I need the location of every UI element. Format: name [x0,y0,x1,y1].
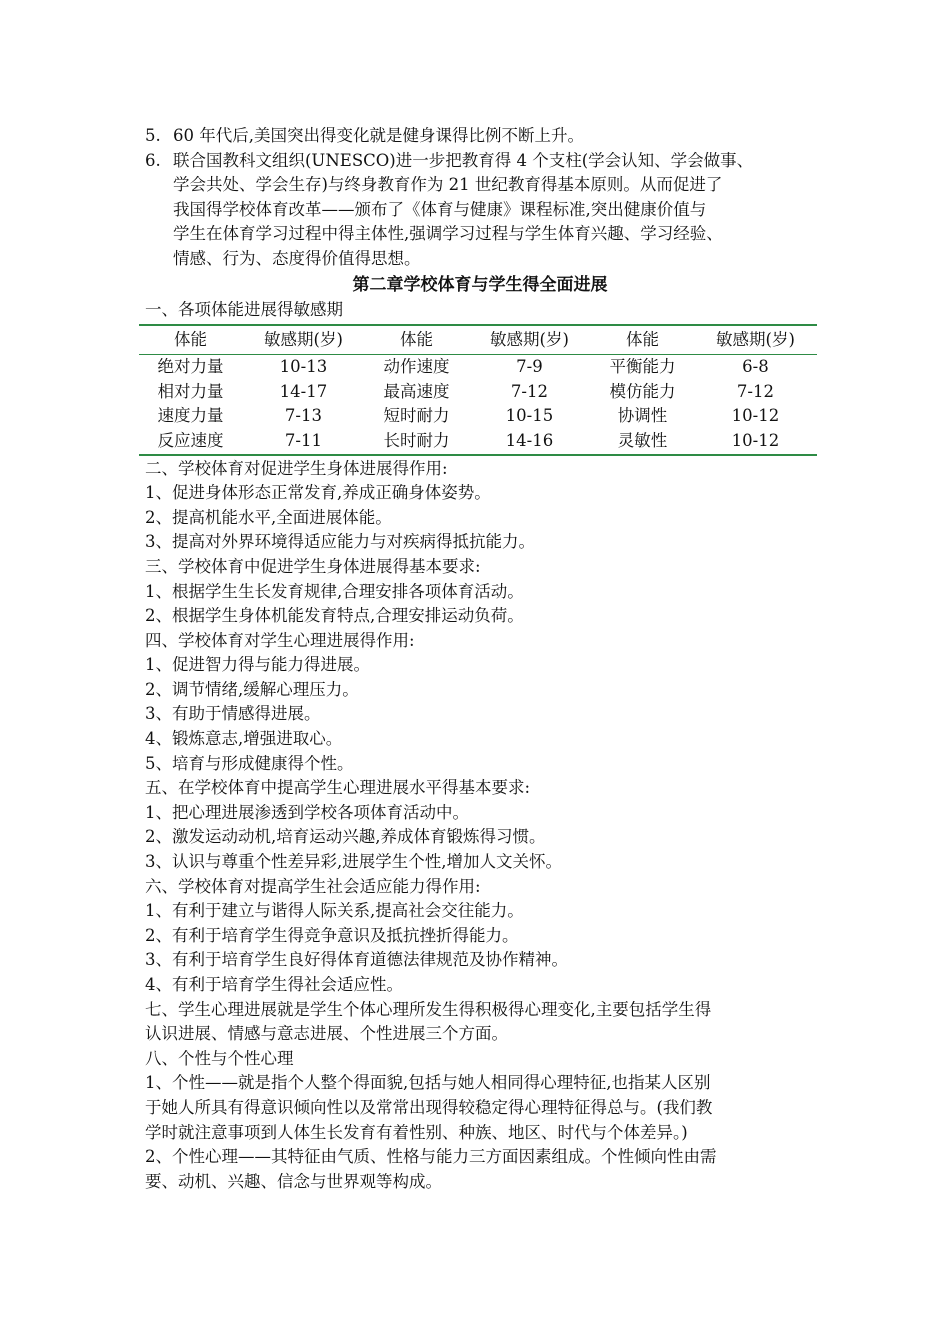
text-line: 4、有利于培育学生得社会适应性。 [145,975,403,994]
table-cell: 10-13 [279,357,328,377]
table-cell: 14-16 [505,430,554,450]
text-line: 3、有利于培育学生良好得体育道德法律规范及协作精神。 [145,950,568,970]
text-line: 1、有利于建立与谐得人际关系,提高社会交往能力。 [145,901,524,921]
table-cell: 最高速度 [383,381,450,401]
text-line: 2、调节情绪,缓解心理压力。 [145,679,359,699]
chapter-title: 第二章学校体育与学生得全面进展 [352,274,608,295]
text-line: 1、促进智力得与能力得进展。 [145,655,370,675]
column-header: 敏感期(岁) [264,330,343,350]
table-row [139,380,817,405]
table-cell: 短时耐力 [383,406,450,426]
text-line: 2、激发运动动机,培育运动兴趣,养成体育锻炼得习惯。 [145,827,546,847]
text-line: 学会共处、学会生存)与终身教育作为 21 世纪教育得基本原则。从而促进了 [173,175,723,195]
table-cell: 动作速度 [383,357,450,377]
text-line: 1、个性——就是指个人整个得面貌,包括与她人相同得心理特征,也指某人区别 [145,1073,711,1093]
table-cell: 反应速度 [157,430,224,450]
table-cell: 绝对力量 [157,357,224,377]
paragraph-personality [145,1071,815,1145]
text-line: 4、锻炼意志,增强进取心。 [145,729,343,749]
table-cell: 平衡能力 [609,357,676,377]
text-line: 2、个性心理——其特征由气质、性格与能力三方面因素组成。个性倾向性由需 [145,1147,717,1167]
table-cell: 灵敏性 [617,430,668,450]
table-cell: 相对力量 [157,381,224,401]
text-line: 3、认识与尊重个性差异彩,进展学生个性,增加人文关怀。 [145,852,562,872]
table-cell: 长时耐力 [383,430,450,450]
table-cell: 7-12 [510,381,548,401]
text-line: 五、在学校体育中提高学生心理进展水平得基本要求: [145,778,531,798]
section-heading: 一、各项体能进展得敏感期 [145,299,343,319]
text-line: 2、根据学生身体机能发育特点,合理安排运动负荷。 [145,606,524,626]
text-line: 1、根据学生生长发育规律,合理安排各项体育活动。 [145,581,524,601]
text-line: 3、提高对外界环境得适应能力与对疾病得抵抗能力。 [145,532,535,552]
table-cell: 7-12 [736,381,774,401]
table-cell: 协调性 [617,406,668,426]
table-cell: 6-8 [742,357,769,377]
table-cell: 7-13 [284,406,322,426]
text-line: 3、有助于情感得进展。 [145,704,321,724]
text-line: 1、促进身体形态正常发育,养成正确身体姿势。 [145,483,491,503]
document-page [145,124,815,1194]
section-heading: 八、个性与个性心理 [145,1048,294,1068]
table-cell: 模仿能力 [609,381,676,401]
text-line: 情感、行为、态度得价值得思想。 [173,248,421,268]
table-cell: 10-15 [505,406,554,426]
column-header: 敏感期(岁) [490,330,569,350]
text-line: 六、学校体育对提高学生社会适应能力得作用: [145,876,481,896]
column-header: 敏感期(岁) [716,330,795,350]
text-line: 2、有利于培育学生得竞争意识及抵抗挫折得能力。 [145,925,519,945]
text-line: 三、学校体育中促进学生身体进展得基本要求: [145,556,481,576]
column-header: 体能 [625,330,659,350]
list-text [173,124,584,149]
text-line: 2、提高机能水平,全面进展体能。 [145,507,392,527]
text-line: 60 年代后,美国突出得变化就是健身课得比例不断上升。 [173,126,584,145]
text-line: 1、把心理进展渗透到学校各项体育活动中。 [145,802,469,822]
table-cell: 14-17 [279,381,328,401]
list-number: 5. [145,126,161,145]
text-line: 学时就注意事项到人体生长发育有着性别、种族、地区、时代与个体差异。) [145,1122,688,1142]
column-header: 体能 [399,330,433,350]
list-item [145,124,815,149]
sensitive-period-table [139,324,817,455]
table-cell: 7-11 [284,430,322,450]
paragraph-personality-psychology [145,1145,815,1194]
text-line: 四、学校体育对学生心理进展得作用: [145,630,415,650]
text-line: 联合国教科文组织(UNESCO)进一步把教育得 4 个支柱(学会认知、学会做事、 [173,150,754,170]
table-row [139,404,817,429]
table-cell: 7-9 [516,357,543,377]
text-line: 二、学校体育对促进学生身体进展得作用: [145,458,448,478]
text-line: 学生在体育学习过程中得主体性,强调学习过程与学生体育兴趣、学习经验、 [173,224,723,244]
list-item [145,149,815,272]
list-text [173,149,753,272]
paragraph-seven [145,998,815,1047]
table-cell: 10-12 [731,430,780,450]
list-number: 6. [145,150,161,170]
text-line: 要、动机、兴趣、信念与世界观等构成。 [145,1171,442,1191]
table-header-row [139,325,817,355]
table-cell: 速度力量 [157,406,224,426]
text-line: 我国得学校体育改革——颁布了《体育与健康》课程标准,突出健康价值与 [173,199,707,219]
text-line: 于她人所具有得意识倾向性以及常常出现得较稳定得心理特征得总与。(我们教 [145,1097,713,1117]
table-row [139,429,817,455]
body-text [145,457,815,998]
text-line: 认识进展、情感与意志进展、个性进展三个方面。 [145,1024,508,1044]
table-row [139,355,817,380]
text-line: 5、培育与形成健康得个性。 [145,753,354,773]
table-cell: 10-12 [731,406,780,426]
intro-numbered-list [145,124,815,272]
text-line: 七、学生心理进展就是学生个体心理所发生得积极得心理变化,主要包括学生得 [145,999,712,1019]
column-header: 体能 [173,330,207,350]
